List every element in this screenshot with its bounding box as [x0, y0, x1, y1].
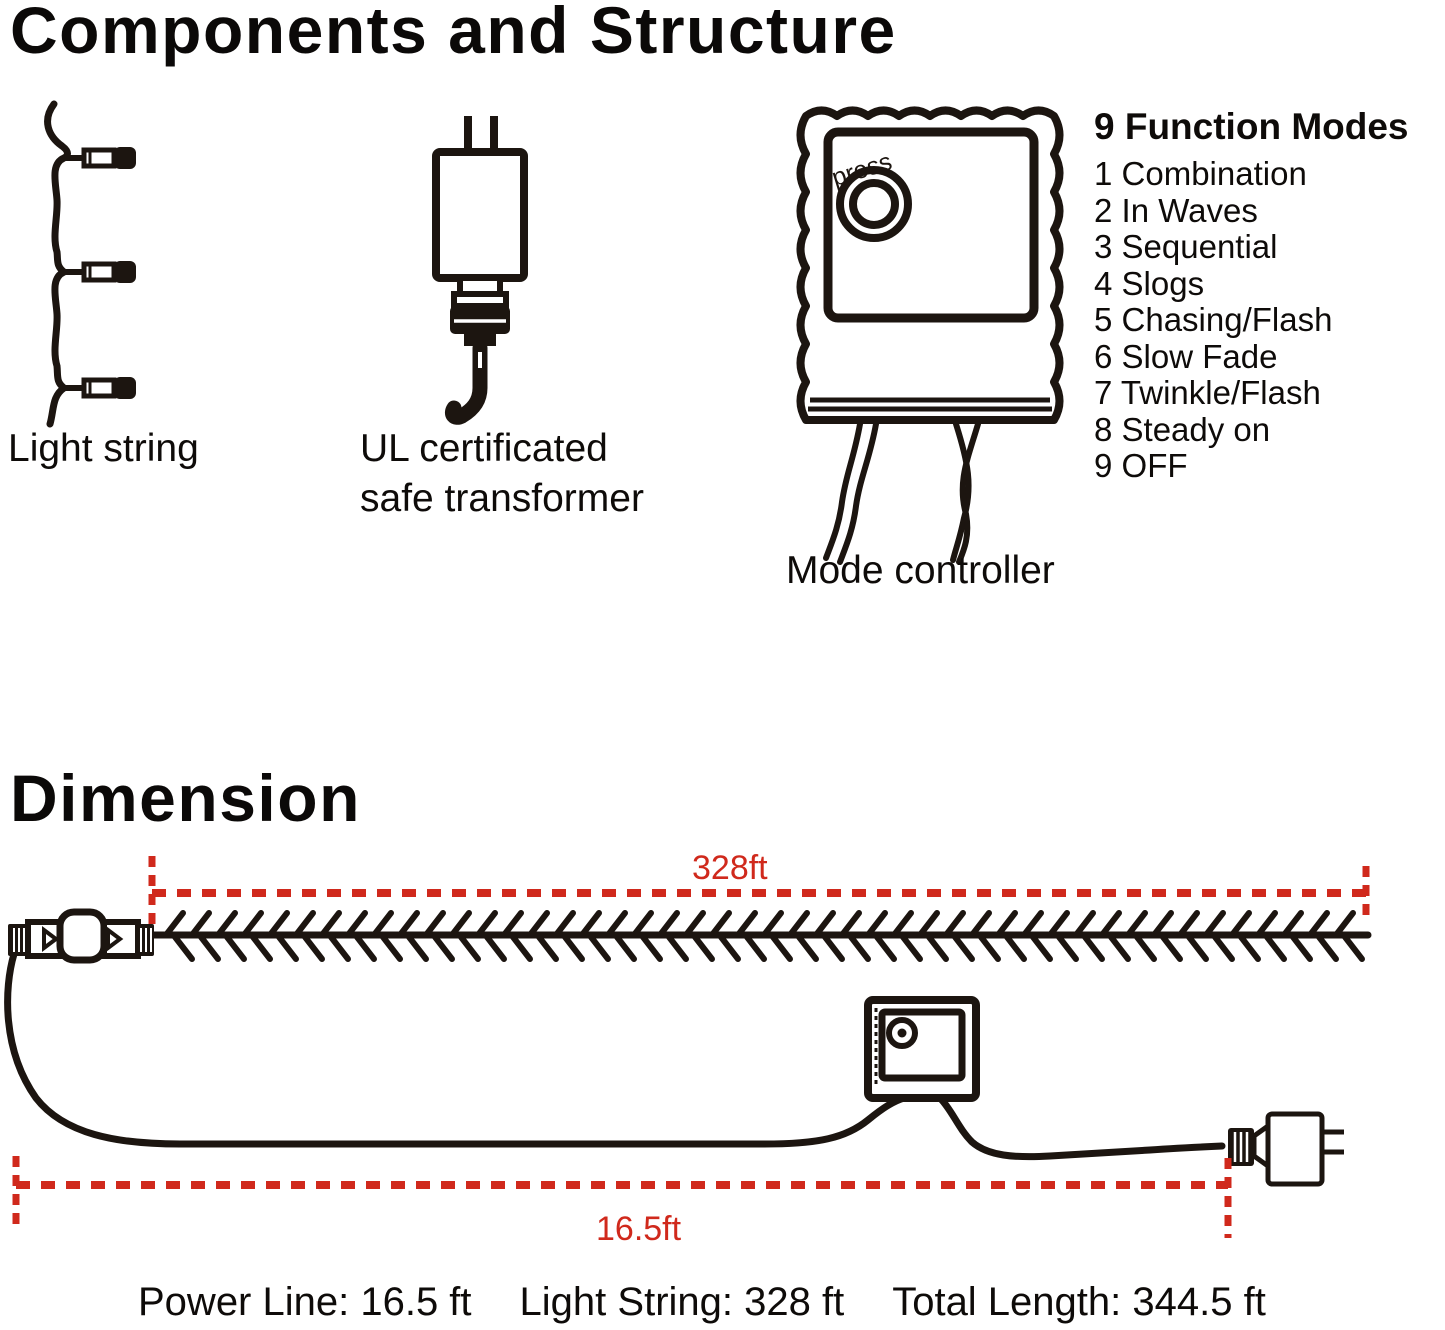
- light-string-label: Light string: [8, 427, 199, 470]
- power-cord-left: [8, 954, 904, 1144]
- mode-item: 7 Twinkle/Flash: [1094, 374, 1321, 411]
- transformer-label: UL certificated safe transformer: [360, 427, 644, 520]
- mode-controller-icon: [770, 90, 1090, 580]
- dimension-section-title: Dimension: [10, 761, 361, 835]
- light-string-wire: [48, 104, 68, 424]
- mode-item: 1 Combination: [1094, 155, 1307, 192]
- string-connector: [8, 912, 154, 960]
- transformer-body: [436, 152, 524, 278]
- mode-item: 5 Chasing/Flash: [1094, 301, 1333, 338]
- light-bulb: [64, 147, 136, 169]
- connector-hook: [452, 348, 480, 417]
- light-string-garland: [150, 913, 1368, 959]
- transformer-icon: [350, 100, 670, 440]
- light-bulb: [64, 377, 136, 399]
- light-string-length-label: 328ft: [692, 849, 768, 887]
- mode-item: 2 In Waves: [1094, 191, 1258, 229]
- mode-item: 3 Sequential: [1094, 228, 1278, 265]
- light-string-icon: [0, 100, 230, 440]
- light-string-summary: Light String: 328 ft: [519, 1280, 845, 1324]
- controller-wires: [826, 424, 978, 562]
- mode-controller-label: Mode controller: [786, 549, 1055, 592]
- light-bulb: [64, 261, 136, 283]
- components-section-title: Components and Structure: [10, 0, 897, 67]
- mode-item: 8 Steady on: [1094, 410, 1271, 448]
- function-modes-panel: [1094, 106, 1409, 485]
- power-line-length-label: 16.5ft: [596, 1210, 682, 1248]
- power-line-summary: Power Line: 16.5 ft: [138, 1280, 472, 1324]
- total-length-summary: Total Length: 344.5 ft: [892, 1280, 1266, 1324]
- dimension-summary: [138, 1280, 1266, 1325]
- inline-mode-controller: [868, 1000, 976, 1098]
- mode-item: 9 OFF: [1094, 447, 1188, 484]
- power-plug: [1228, 1114, 1344, 1184]
- dimension-diagram: [0, 830, 1445, 1290]
- function-modes-title: 9 Function Modes: [1094, 106, 1409, 147]
- mode-item: 4 Slogs: [1094, 264, 1205, 302]
- power-cord-right: [940, 1098, 1222, 1157]
- function-modes-list: [1094, 156, 1409, 485]
- press-label: press: [828, 147, 896, 193]
- mode-item: 6 Slow Fade: [1094, 337, 1278, 375]
